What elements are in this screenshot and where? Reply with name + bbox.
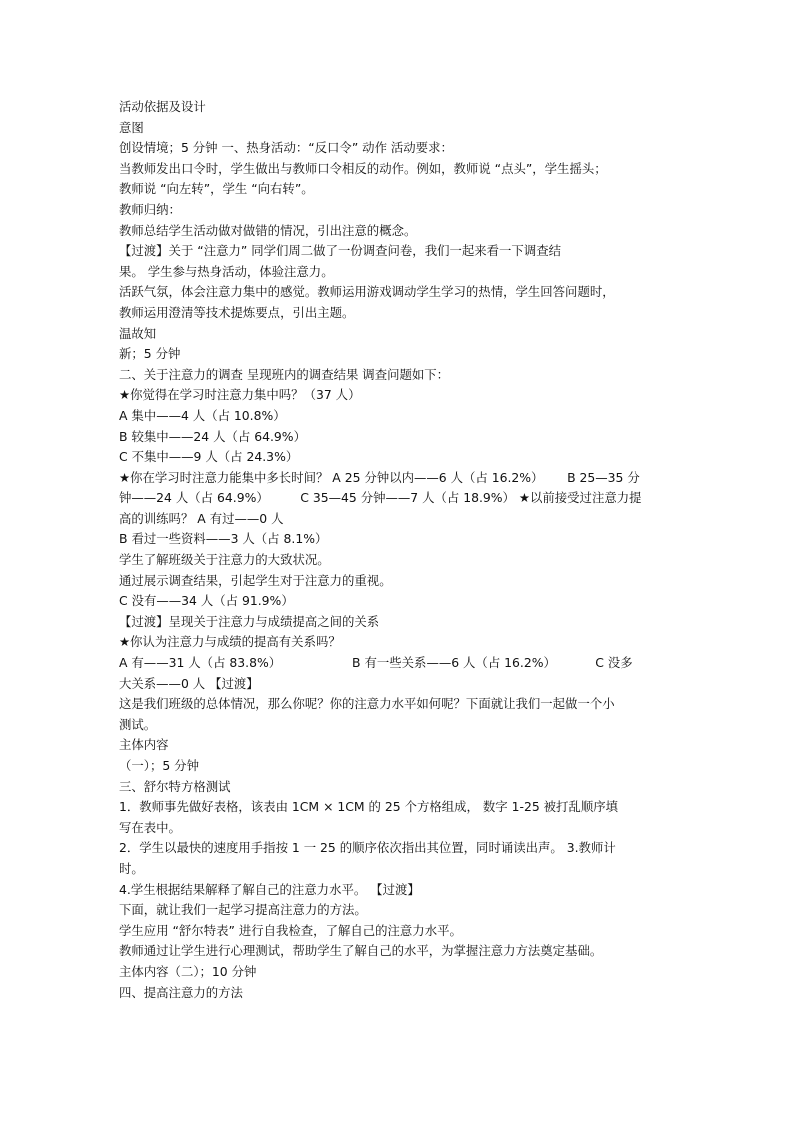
text-line: B 较集中——24 人（占 64.9%） (119, 428, 306, 444)
text-line: A 有——31 人（占 83.8%） B 有一些关系——6 人（占 16.2%） C 没多 (119, 655, 633, 671)
text-line: 时。 (119, 860, 144, 876)
text-line: 1．教师事先做好表格，该表由 1CM × 1CM 的 25 个方格组成， 数字 1-25 被打乱顺序填 (119, 799, 618, 815)
text-line: ★你在学习时注意力能集中多长时间？ A 25 分钟以内——6 人（占 16.2%） B 25—35 分 (119, 469, 640, 485)
text-line: 2．学生以最快的速度用手指按 1 一 25 的顺序依次指出其位置，同时诵读出声。 3.教师计 (119, 840, 616, 856)
text-line: 【过渡】关于 “注意力” 同学们周二做了一份调查问卷，我们一起来看一下调查结 (119, 243, 561, 259)
text-line: 主体内容 (119, 737, 169, 753)
text-line: 新；5 分钟 (119, 346, 181, 362)
text-line: 高的训练吗？ A 有过——0 人 (119, 510, 284, 526)
text-line: 【过渡】呈现关于注意力与成绩提高之间的关系 (119, 613, 380, 629)
text-line: 学生应用 “舒尔特表” 进行自我检查，了解自己的注意力水平。 (119, 922, 462, 938)
text-line: 果。 学生参与热身活动，体验注意力。 (119, 263, 334, 279)
text-line: 活跃气氛，体会注意力集中的感觉。教师运用游戏调动学生学习的热情，学生回答问题时， (119, 284, 615, 300)
text-line: 下面，就让我们一起学习提高注意力的方法。 (119, 902, 367, 918)
text-line: 教师说 “向左转”，学生 “向右转”。 (119, 181, 314, 197)
text-line: C 不集中——9 人（占 24.3%） (119, 449, 299, 465)
text-line: 测试。 (119, 716, 157, 732)
text-line: B 看过一些资料——3 人（占 8.1%） (119, 531, 328, 547)
text-line: 学生了解班级关于注意力的大致状况。 (119, 552, 330, 568)
text-line: 4.学生根据结果解释了解自己的注意力水平。 【过渡】 (119, 881, 420, 897)
text-line: 四、提高注意力的方法 (119, 984, 243, 1000)
text-line: 创设情境；5 分钟 一、热身活动：“反口令” 动作 活动要求： (119, 140, 453, 156)
text-line: 教师运用澄清等技术提炼要点，引出主题。 (119, 304, 355, 320)
text-line: 钟——24 人（占 64.9%） C 35—45 分钟——7 人（占 18.9%） ★以前接受过注意力提 (119, 490, 642, 506)
text-line: ★你觉得在学习时注意力集中吗？（37 人） (119, 387, 361, 403)
text-line: 大关系——0 人 【过渡】 (119, 675, 259, 691)
text-line: 意图 (119, 119, 144, 135)
text-line: ★你认为注意力与成绩的提高有关系吗？ (119, 634, 341, 650)
text-line: 这是我们班级的总体情况，那么你呢？你的注意力水平如何呢？下面就让我们一起做一个小 (119, 696, 615, 712)
text-line: 二、关于注意力的调查 呈现班内的调查结果 调查问题如下： (119, 366, 450, 382)
text-line: 教师归纳： (119, 201, 181, 217)
text-line: 写在表中。 (119, 819, 181, 835)
document-body (119, 97, 691, 1003)
text-line: 主体内容（二）；10 分钟 (119, 963, 257, 979)
text-line: C 没有——34 人（占 91.9%） (119, 593, 294, 609)
text-line: 教师通过让学生进行心理测试，帮助学生了解自己的水平，为掌握注意力方法奠定基础。 (119, 943, 603, 959)
text-line: A 集中——4 人（占 10.8%） (119, 407, 286, 423)
text-line: 教师总结学生活动做对做错的情况，引出注意的概念。 (119, 222, 417, 238)
text-line: 当教师发出口令时，学生做出与教师口令相反的动作。例如，教师说 “点头”，学生摇头； (119, 160, 607, 176)
text-line: 温故知 (119, 325, 157, 341)
text-line: 通过展示调查结果，引起学生对于注意力的重视。 (119, 572, 392, 588)
text-line: （一）；5 分钟 (119, 758, 199, 773)
text-line: 三、舒尔特方格测试 (119, 778, 231, 794)
text-line: 活动依据及设计 (119, 99, 206, 114)
